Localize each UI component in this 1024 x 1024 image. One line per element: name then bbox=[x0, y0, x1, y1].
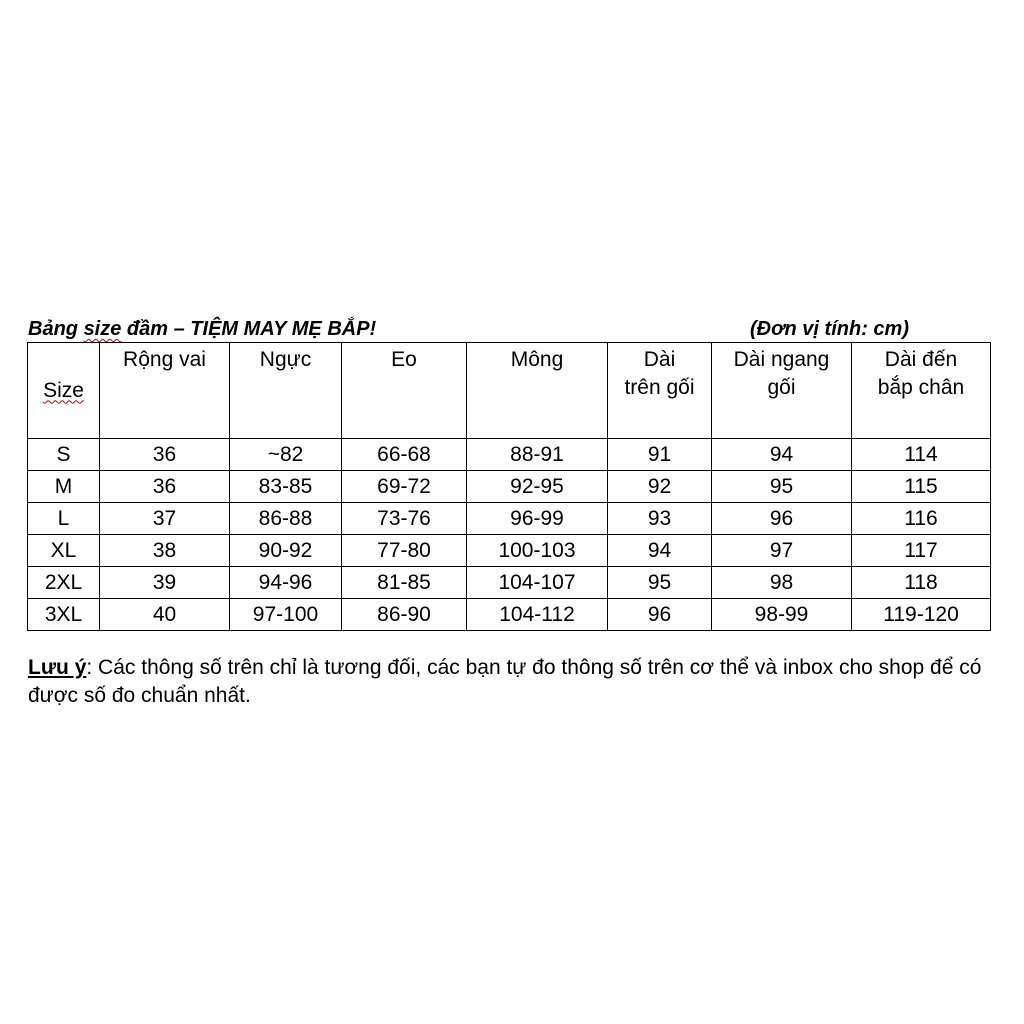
unit-label: (Đơn vị tính: cm) bbox=[750, 318, 909, 340]
table-row bbox=[28, 599, 991, 631]
size-cell: L bbox=[28, 503, 100, 535]
column-header-label: Dài ngang gối bbox=[733, 348, 830, 399]
value-cell: 38 bbox=[100, 535, 230, 567]
value-cell: 73-76 bbox=[342, 503, 467, 535]
value-cell: 114 bbox=[852, 439, 991, 471]
value-cell: 69-72 bbox=[342, 471, 467, 503]
value-cell: 94 bbox=[608, 535, 712, 567]
value-cell: 77-80 bbox=[342, 535, 467, 567]
column-header bbox=[608, 343, 712, 439]
size-cell: XL bbox=[28, 535, 100, 567]
column-header bbox=[712, 343, 852, 439]
value-cell: 117 bbox=[852, 535, 991, 567]
column-header bbox=[100, 343, 230, 439]
table-row bbox=[28, 439, 991, 471]
value-cell: 104-112 bbox=[467, 599, 608, 631]
note-text: : Các thông số trên chỉ là tương đối, các bạn tự đo thông số trên cơ thể và inbox cho shop để có được số đo chuẩn nhất. bbox=[28, 656, 982, 707]
value-cell: 36 bbox=[100, 471, 230, 503]
value-cell: 96 bbox=[608, 599, 712, 631]
table-row bbox=[28, 503, 991, 535]
column-header bbox=[852, 343, 991, 439]
value-cell: 66-68 bbox=[342, 439, 467, 471]
column-header-label: Dài đến bắp chân bbox=[877, 348, 965, 399]
value-cell: 95 bbox=[712, 471, 852, 503]
value-cell: 98-99 bbox=[712, 599, 852, 631]
value-cell: 37 bbox=[100, 503, 230, 535]
value-cell: 95 bbox=[608, 567, 712, 599]
title-size-word: size bbox=[83, 318, 122, 340]
size-cell: 2XL bbox=[28, 567, 100, 599]
value-cell: 116 bbox=[852, 503, 991, 535]
value-cell: 81-85 bbox=[342, 567, 467, 599]
column-header-label: Rộng vai bbox=[123, 348, 206, 371]
value-cell: ~82 bbox=[230, 439, 342, 471]
note-label: Lưu ý bbox=[28, 656, 87, 679]
table-row bbox=[28, 471, 991, 503]
size-table bbox=[27, 342, 991, 631]
value-cell: 36 bbox=[100, 439, 230, 471]
value-cell: 115 bbox=[852, 471, 991, 503]
value-cell: 93 bbox=[608, 503, 712, 535]
size-cell: M bbox=[28, 471, 100, 503]
value-cell: 96 bbox=[712, 503, 852, 535]
value-cell: 40 bbox=[100, 599, 230, 631]
column-header-label: Size bbox=[43, 378, 84, 402]
value-cell: 83-85 bbox=[230, 471, 342, 503]
value-cell: 104-107 bbox=[467, 567, 608, 599]
value-cell: 94-96 bbox=[230, 567, 342, 599]
value-cell: 90-92 bbox=[230, 535, 342, 567]
value-cell: 92-95 bbox=[467, 471, 608, 503]
column-header-label: Eo bbox=[391, 348, 417, 371]
value-cell: 98 bbox=[712, 567, 852, 599]
value-cell: 96-99 bbox=[467, 503, 608, 535]
column-header bbox=[342, 343, 467, 439]
title-row bbox=[28, 316, 948, 342]
title-suffix: đầm – TIỆM MAY MẸ BẮP! bbox=[121, 318, 377, 340]
value-cell: 97 bbox=[712, 535, 852, 567]
size-cell: S bbox=[28, 439, 100, 471]
size-cell: 3XL bbox=[28, 599, 100, 631]
chart-title bbox=[28, 316, 376, 342]
column-header-label: Dài trên gối bbox=[624, 348, 695, 399]
value-cell: 86-90 bbox=[342, 599, 467, 631]
value-cell: 39 bbox=[100, 567, 230, 599]
value-cell: 94 bbox=[712, 439, 852, 471]
note-paragraph bbox=[28, 654, 1008, 710]
value-cell: 119-120 bbox=[852, 599, 991, 631]
column-header bbox=[28, 343, 100, 439]
column-header bbox=[230, 343, 342, 439]
value-cell: 100-103 bbox=[467, 535, 608, 567]
title-prefix: Bảng bbox=[28, 318, 84, 340]
value-cell: 92 bbox=[608, 471, 712, 503]
table-row bbox=[28, 535, 991, 567]
value-cell: 88-91 bbox=[467, 439, 608, 471]
table-row bbox=[28, 567, 991, 599]
value-cell: 91 bbox=[608, 439, 712, 471]
value-cell: 97-100 bbox=[230, 599, 342, 631]
value-cell: 118 bbox=[852, 567, 991, 599]
column-header bbox=[467, 343, 608, 439]
column-header-label: Ngực bbox=[259, 348, 312, 371]
value-cell: 86-88 bbox=[230, 503, 342, 535]
header-row bbox=[28, 343, 991, 439]
column-header-label: Mông bbox=[510, 348, 564, 371]
